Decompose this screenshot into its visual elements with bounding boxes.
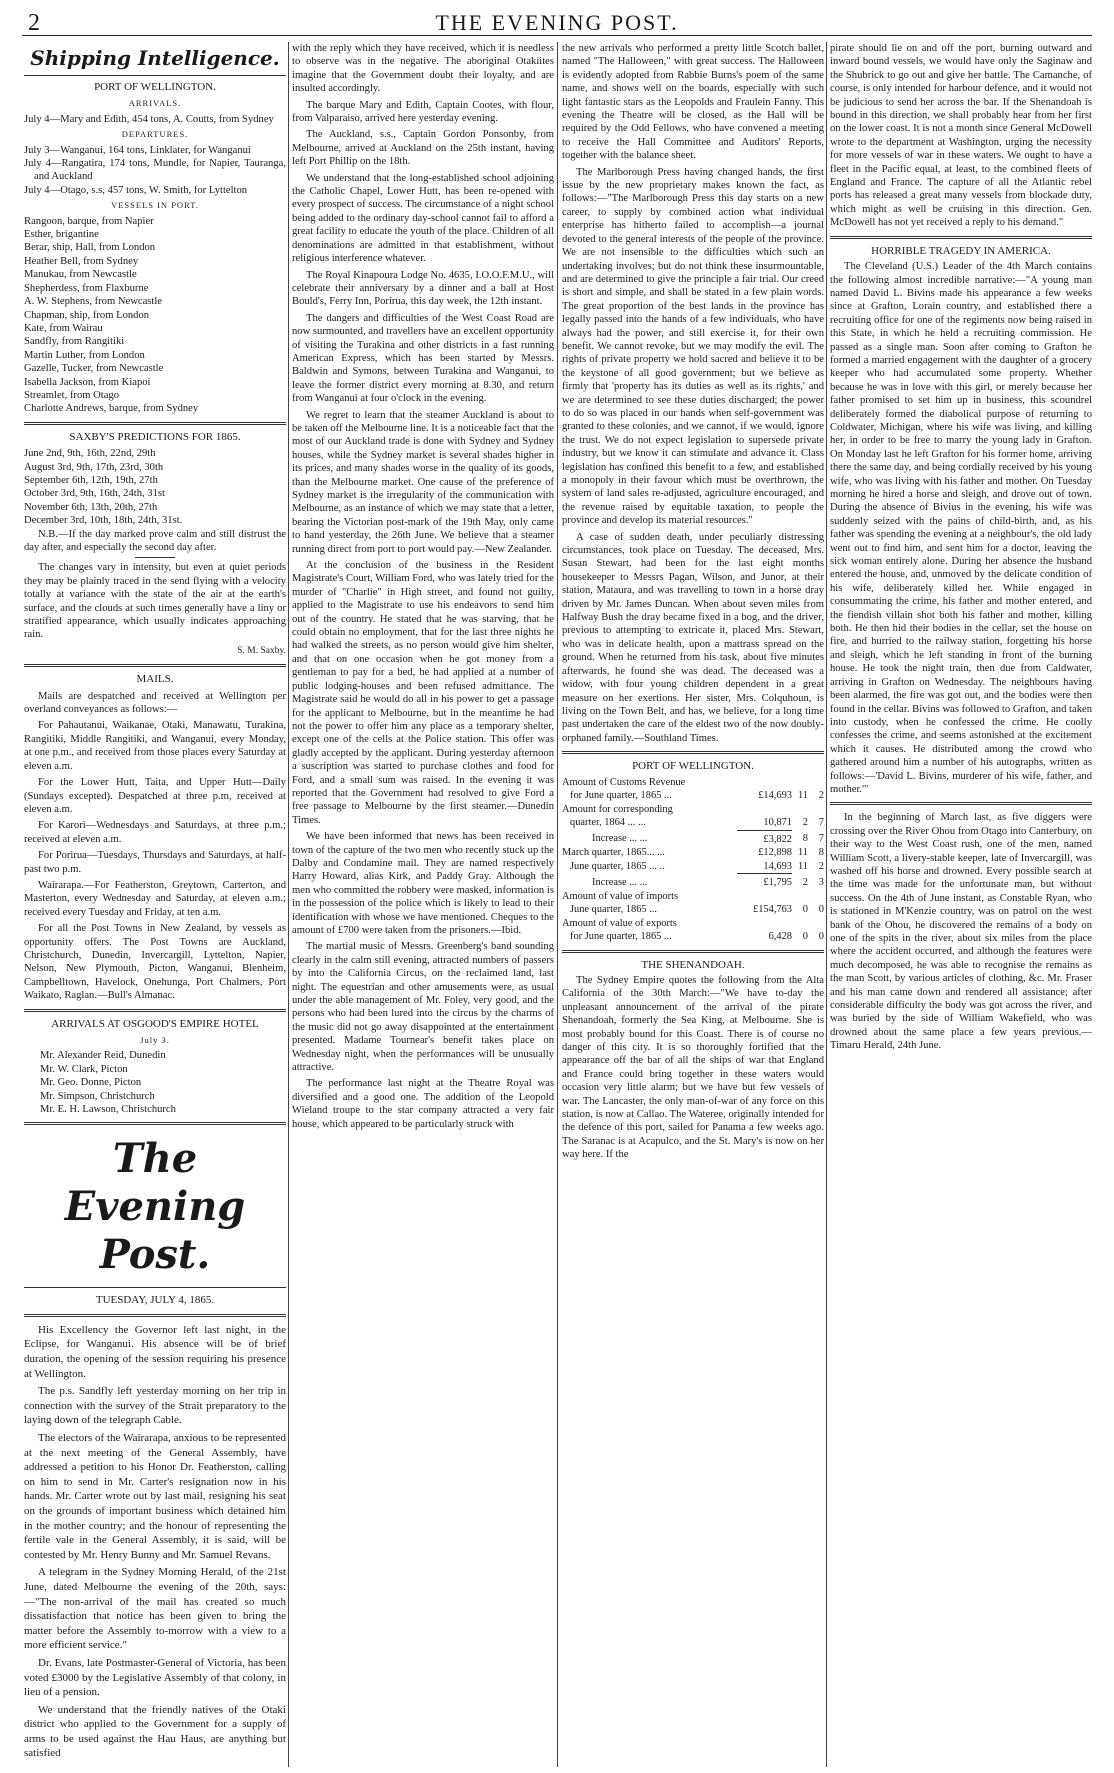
vessel-entry: Manukau, from Newcastle xyxy=(24,269,137,281)
revenue-cell-d xyxy=(808,776,824,790)
hotel-guest: Mr. W. Clark, Picton xyxy=(40,1063,128,1075)
hotel-arrivals-date: July 3. xyxy=(140,1035,170,1045)
divider xyxy=(24,1314,286,1317)
revenue-cell-label: Amount of value of exports xyxy=(562,917,677,929)
article-paragraph: The Marlborough Press having changed hands, the first issue by the new proprietary makes known the fact, as follows:—"The Marlborough Press this day starts on a new career, to supply by combined action what individual enterprise has hitherto failed to accomplish—a journal devoted to the general interests of the people of the province. We are not insensible to the difficulties which such an undertaking involves; but do not think these insurmountable, and are determined to give the principle a fair trial. Our creed is short and simple, and shall be stated in a few plain words. The great proportion of the best lands in the province has legally passed into the hands of a few individuals, who have always had the power, and still exercise it, for their own benefit. We cannot revoke, but we may modify the evil. The rights of private property we hold sacred and believe it to be the keystone of all good government; but we believe as firmly that 'property has its duties as well as its rights,' and we are determined to see these duties discharged; the power to do so was placed in our hands when self-government was granted to these colonies, and we cannot, if we would, ignore the trust. We do not expect legislation to supersede private industry, but we know it can stimulate and advance it. Class legislation has confined this benefit to a few, and established a monopoly in their favour which must be overthrown, the system of land sales re-adjusted, agriculture encouraged, and the revenue raised by equitable taxation, to people the province and develop its material resources." xyxy=(562,166,824,527)
shenandoah-title: THE SHENANDOAH. xyxy=(641,958,745,971)
revenue-cell-amount: 6,428 xyxy=(768,931,792,943)
vessel-entry: Isabella Jackson, from Kiapoi xyxy=(24,376,151,388)
revenue-cell-amount: £3,822 xyxy=(737,830,792,846)
vessel-entry: Berar, ship, Hall, from London xyxy=(24,242,156,254)
hotel-guest: Mr. Geo. Donne, Picton xyxy=(40,1077,142,1089)
revenue-title: PORT OF WELLINGTON. xyxy=(632,760,754,773)
revenue-cell-d: 2 xyxy=(818,860,824,872)
revenue-cell-d: 3 xyxy=(818,876,824,888)
revenue-row xyxy=(562,789,824,803)
article-paragraph: The Royal Kinapoura Lodge No. 4635, I.O.O.F.M.U., will celebrate their anniversary by a dinner and a ball at Host Bould's, Ferry Inn, Porirua, this day week, the 12th instant. xyxy=(292,269,554,308)
arrivals-label: ARRIVALS. xyxy=(128,98,182,109)
revenue-cell-label: June quarter, 1865 ... xyxy=(570,904,658,916)
revenue-cell-amount xyxy=(737,917,792,931)
article-paragraph: The Cleveland (U.S.) Leader of the 4th March contains the following almost incredible narrative:—"A young man named David L. Bivins made his appearance a few weeks since at Grafton, Lorain country, and established there a recruiting office for one of the regiments now being raised in this State, in which he held a recruiting commission. He passed as a single man. Soon after coming to Grafton he formed a married engagement with the daughter of a grocery keeper who had accumulated some property. Whether because he was in love with this girl, or merely because her father promised to set him up in business, this scoundrel deliberately formed the diabolical purpose of returning to Coldwater, Michigan, where his wife was living, and killing her, in order to be free to marry the young lady in Grafton. On Monday last he left Grafton for his former home, arriving there the same day, and being cordially received by his young wife, who was living with his father and mother. On Tuesday morning he hired a horse and sleigh, and drove out of town. During the absence of Bivius in the evening, his wife was suddenly seized with the pains of child-birth, and, as his father was spending the evening at a neighbour's, the old lady went out to find him, and sent him for a doctor, leaving the sick woman entirely alone. During her absence the husband entered the house, and, unmoved by the delicate condition of his wife, deliberately killed her. While engaged in consummating the crime, his father and mother entered, and the fiendish villain shot both his father and mother, killing both. He then hid their bodies in the cellar, set the house on fire, and hurried to the railway station, forgetting his horse and sleigh, which he left standing in front of the burning house. He took the night train, then due from Caldwater, arriving in Grafton on Wednesday. The neighbours having been alarmed, the fire was got out, and the bodies were then found in the cellar. Bivins was followed to Grafton, and taken into custody, when he confessed the crime. He coolly confesses the crime, and seems astonished at the excitement which it causes. He distributed among the crowd who gathered around him a number of his autographs, written as follows:—'David L. Bivins, murderer of his wife, father, and mother.'" xyxy=(830,261,1092,795)
saxby-nb: N.B.—If the day marked prove calm and still distrust the day after, and especially the second day after. xyxy=(24,528,286,553)
revenue-cell-s: 0 xyxy=(802,904,808,916)
vessel-entry: Esther, brigantine xyxy=(24,229,99,241)
revenue-cell-label: for June quarter, 1865 ... xyxy=(570,931,672,943)
hotel-guest: Mr. E. H. Lawson, Christchurch xyxy=(40,1104,176,1116)
vessel-entry: Kate, from Wairau xyxy=(24,322,103,334)
revenue-row xyxy=(562,776,824,790)
saxby-line: September 6th, 12th, 19th, 27th xyxy=(24,474,158,486)
revenue-cell-amount: £154,763 xyxy=(753,904,792,916)
revenue-cell-s: 0 xyxy=(802,931,808,943)
article-paragraph: The barque Mary and Edith, Captain Cootes, with flour, from Valparaiso, arrived here yesterday evening. xyxy=(292,99,554,125)
mails-title: MAILS. xyxy=(136,673,174,686)
mails-paragraph: Wairarapa.—For Featherston, Greytown, Carterton, and Masterton, every Wednesday and Saturday, at eleven a.m.; received every Tuesday and Friday, at ten a.m. xyxy=(24,879,286,918)
saxby-line: June 2nd, 9th, 16th, 22nd, 29th xyxy=(24,448,156,460)
article-paragraph: We understand that the long-established school adjoining the Catholic Chapel, Lower Hutt, has been re-opened with every prospect of success. The circumstance of a night school being added to the ordinary day-school cannot fail to afford a great facility to educate the youth of the place. Children of all denominations are admitted in that establishment, without religious interference whatever. xyxy=(292,172,554,265)
column-divider xyxy=(557,42,558,1767)
saxby-line: November 6th, 13th, 20th, 27th xyxy=(24,501,158,513)
revenue-row xyxy=(562,803,824,817)
column-divider xyxy=(826,42,827,1767)
revenue-table xyxy=(562,776,824,944)
revenue-row xyxy=(562,860,824,874)
divider xyxy=(562,751,824,754)
article-paragraph: We have been informed that news has been received in town of the capture of the two men who recently stuck up the Dalby and Condamine mail. They are named respectively Harry Howard, alias Kirk, and Paddy Gray. Although the men who committed the robbery were masked, information is in the possession of the police which is likely to lead to their identification with whose we have mentioned. Cheques to the amount of £700 were taken from the prisoners.—Ibid. xyxy=(292,831,554,936)
vessel-entry: Chapman, ship, from London xyxy=(24,309,150,321)
revenue-cell-s: 8 xyxy=(802,833,808,845)
revenue-cell-d: 7 xyxy=(818,833,824,845)
revenue-cell-amount: £12,898 xyxy=(758,847,792,859)
divider xyxy=(24,664,286,667)
revenue-cell-label: March quarter, 1865... ... xyxy=(562,847,665,859)
mails-paragraph: Mails are despatched and received at Wellington per overland conveyances as follows:— xyxy=(24,690,286,716)
revenue-cell-amount: £1,795 xyxy=(737,874,792,890)
divider xyxy=(24,1122,286,1125)
revenue-cell-d: 8 xyxy=(818,847,824,859)
column-1 xyxy=(24,42,286,1764)
departures-label: DEPARTURES. xyxy=(121,129,189,140)
article-paragraph: the new arrivals who performed a pretty little Scotch ballet, named "The Halloween," with great success. The Halloween is evidently adopted from Rabbie Burns's poem of the same name, and shows well on the boards, especially with such light fantastic stars as the Leopolds and Fraulein Fanny. This evening the Theatre will be closed, as the Hall will be required by the Odd Fellows, who have convened a meeting to receive the Hall Committee and Auditors' Reports, together with the balance sheet. xyxy=(562,43,824,162)
revenue-row xyxy=(562,930,824,944)
revenue-cell-d xyxy=(808,917,824,931)
article-paragraph: The performance last night at the Theatre Royal was diversified and a good one. The addition of the Leopold Wieland troupe to the star company attracted a very fair house, which appeared to be particularly struck with xyxy=(292,1078,554,1130)
article-paragraph: A telegram in the Sydney Morning Herald, of the 21st June, dated Melbourne the evening of the 20th, says:—"The non-arrival of the mail has created so much dissatisfaction that notice has been given to bring the matter before the Assembly to-morrow with a view to a more efficient service." xyxy=(24,1566,286,1652)
vessel-entry: Shepherdess, from Flaxburne xyxy=(24,282,149,294)
vessel-entry: Heather Bell, from Sydney xyxy=(24,255,139,267)
article-paragraph: pirate should lie on and off the port, burning outward and inward bound vessels, we would have only the Saginaw and the Shubrick to go out and give her battle. The Camanche, of course, is only intended for harbour defence, and it would not be judicious to send her across the bar. If the Shenandoah is bound in this direction, we shall probably hear from her first on the lower coast. It is not a month since General McDowell wrote to the department at Washington, urging the necessity for more vessels of war in these waters. We ought to have a fleet in the Pacific equal, at least, to the combined fleets of England and France. The capture of all the Atlantic rebel ports has released a great many vessels from blockade duty, which might as well be cruising in this direction. Gen. McDowell has not yet received a reply to his demand." xyxy=(830,43,1092,229)
newspaper-title: THE EVENING POST. xyxy=(435,10,679,35)
revenue-cell-label: Increase ... ... xyxy=(592,833,648,845)
revenue-row xyxy=(562,816,824,830)
article-paragraph: In the beginning of March last, as five diggers were crossing over the River Ohou from Otago into Canterbury, on their way to the West Coast rush, one of the men, named William Scott, a livery-stable keeper, late of Invercargill, was washed off his horse and drowned. Every possible search at the time was made for the unfortunate man, but without success. On the 4th of June instant, as Constable Ryan, who is stationed in M'Kenzie country, was on patrol on the west bank of the Ohou, he discovered the remains of a body on one of the spits in the river, about six miles from the place where the accident occurred, and although the features were much decomposed, he was able to recognise the remains as the man Scott, by various articles of clothing, &c. Mr. Fraser and his man came down and rendered all assistance; after considerable difficulty the body was got across the river, and was buried by the side of William Wakefield, who was drowned about the same place a few years previous.—Timaru Herald, 24th June. xyxy=(830,812,1092,1052)
hotel-guest: Mr. Alexander Reid, Dunedin xyxy=(40,1050,166,1062)
revenue-cell-label: Amount for corresponding xyxy=(562,803,673,815)
revenue-cell-amount xyxy=(737,803,792,817)
revenue-cell-d xyxy=(808,803,824,817)
article-paragraph: The dangers and difficulties of the West Coast Road are now surmounted, and travellers have an excellent opportunity of visiting the Turakina and other districts in a fast running American Express, which has been started by Messrs. Baldwin and Symons, between Turakina and Wanganui, to leave the former district every morning at 8.30, and return from Wanganui at four o'clock in the evening. xyxy=(292,312,554,405)
vessel-entry: Rangoon, barque, from Napier xyxy=(24,215,154,227)
saxby-title: SAXBY'S PREDICTIONS FOR 1865. xyxy=(69,430,241,443)
departure-entry: July 3—Wanganui, 164 tons, Linklater, for Wanganui xyxy=(24,144,251,156)
article-paragraph: The p.s. Sandfly left yesterday morning on her trip in connection with the survey of the Strait preparatory to the laying down of the telegraph Cable. xyxy=(24,1385,286,1427)
revenue-cell-amount xyxy=(737,776,792,790)
article-paragraph: We understand that the friendly natives of the Otaki district who applied to the Government for a supply of arms to be used against the Hau Haus, are anything but satisfied xyxy=(24,1703,286,1760)
article-paragraph: Dr. Evans, late Postmaster-General of Victoria, has been voted £3000 by the Legislative Assembly of that colony, in lieu of a pension. xyxy=(24,1656,286,1699)
revenue-cell-s: 11 xyxy=(797,860,808,872)
port-title: PORT OF WELLINGTON. xyxy=(94,81,216,93)
revenue-cell-s: 11 xyxy=(797,790,808,802)
revenue-cell-label: June quarter, 1865 ... .. xyxy=(570,860,665,872)
divider xyxy=(24,1009,286,1012)
column-3 xyxy=(562,42,824,1165)
revenue-row xyxy=(562,890,824,904)
revenue-row xyxy=(562,874,824,890)
article-paragraph: At the conclusion of the business in the Resident Magistrate's Court, William Ford, who was lately tried for the murder of "Charlie" in High street, and found not guilty, applied to the Magistrate to use his endeavors to send him out of the country. He stated that he was starving, that he could obtain no employment, that for the last three nights he had walked the streets, as no person would give him shelter, and that on one occasion when he got money from a gentleman to pay for a bed, he had applied at a number of public lodging-houses and been refused admittance. The Magistrate said he would do all in his power to get a passage for the applicant to Melbourne, but in the meantime he had not the power to offer him any place as a temporary shelter, except one of the cells at the Police station. This offer was gladly accepted by the applicant. During yesterday afternoon a suscription was started to purchase clothes and food for Ford, and a small sum was raised. In the evening it was reported that the Government had resolved to give Ford a free passage to Melbourne by the first steamer.—Dunedin Times. xyxy=(292,560,554,826)
divider xyxy=(830,236,1092,239)
divider xyxy=(24,75,286,76)
revenue-row xyxy=(562,903,824,917)
revenue-cell-amount xyxy=(737,890,792,904)
shipping-heading: Shipping Intelligence. xyxy=(30,46,280,70)
vessel-entry: Gazelle, Tucker, from Newcastle xyxy=(24,363,164,375)
divider xyxy=(24,422,286,425)
article-paragraph: We regret to learn that the steamer Auckland is about to be taken off the Melbourne line. It is a noticeable fact that the most of our Auckland trade is done with Sydney and Sydney houses, while the Sydney market is several shades higher in its prices, and many shades worse in the quality of its goods, than the Melbourne market. One cause of the preference of Sydney market is the irregularity of the communication with Melbourne, as an instance of which we may state that a letter, bearing the Victorian post-mark of the 19th May, only came to hand yesterday, the 26th June. We believe that a steamer running direct from port to port would pay.—New Zealander. xyxy=(292,409,554,555)
revenue-cell-s: 2 xyxy=(802,876,808,888)
article-paragraph: The martial music of Messrs. Greenberg's band sounding clearly in the calm still evening, attracted numbers of passers by into the California Circus, on the reclaimed land, last night. The equestrian and other amusements were, as usual under the able management of Mr. Foley, very good, and the persons who had been lured into the circus by the charms of the music did not go away disappointed at the entertainment presented. Madame Tournear's benefit takes place on Wednesday night, when the performances will be unusually attractive. xyxy=(292,941,554,1074)
mails-paragraph: For all the Post Towns in New Zealand, by vessels as opportunity offers. The Post Towns are Auckland, Christchurch, Dunedin, Invercargill, Lyttelton, Napier, Nelson, New Plymouth, Picton, Wanganui, Blenheim, Campbelltown, Havelock, Onehunga, Port Chalmers, Port Waikato, Raglan.—Bull's Almanac. xyxy=(24,923,286,1002)
revenue-cell-d: 7 xyxy=(818,817,824,829)
departure-entry: July 4—Rangatira, 174 tons, Mundle, for Napier, Tauranga, and Auckland xyxy=(24,158,286,183)
hotel-guest: Mr. Simpson, Christchurch xyxy=(40,1090,155,1102)
divider xyxy=(562,950,824,953)
revenue-cell-label: Increase ... ... xyxy=(592,876,648,888)
departure-entry: July 4—Otago, s.s, 457 tons, W. Smith, for Lyttelton xyxy=(24,184,248,196)
article-paragraph: The Sydney Empire quotes the following from the Alta California of the 30th March:—"We have to-day the unpleasant announcement of the arrival of the pirate Shenandoah, formerly the Sea King, at Melbourne. She is most probably bound for this Coast. There is of course no danger of this city. It is so thoroughly fortified that the appearance off the bar of all the ships of war that England and France could bring together in these waters would occasion very little alarm; but we have but few vessels of war. The Lancaster, the only man-of-war of any force on this station, is now at Callao. The Wateree, originally intended for the defence of this port, sailed for Panama a few weeks ago. The Saranac is at Acapulco, and the St. Mary's is now on her way here. If the xyxy=(562,974,824,1161)
revenue-cell-label: quarter, 1864 ... ... xyxy=(570,817,646,829)
vessel-entry: Martin Luther, from London xyxy=(24,349,145,361)
revenue-cell-label: Amount of Customs Revenue xyxy=(562,776,686,788)
revenue-cell-d: 0 xyxy=(818,931,824,943)
revenue-row xyxy=(562,830,824,846)
revenue-cell-d xyxy=(808,890,824,904)
revenue-cell-s xyxy=(792,776,808,790)
arrival-entry: July 4—Mary and Edith, 454 tons, A. Coutts, from Sydney xyxy=(24,113,274,125)
tragedy-title: HORRIBLE TRAGEDY IN AMERICA. xyxy=(871,244,1051,257)
column-4 xyxy=(830,42,1092,1056)
saxby-signature: S. M. Saxby. xyxy=(237,645,286,656)
column-divider xyxy=(288,42,289,1767)
revenue-cell-s: 11 xyxy=(797,847,808,859)
divider xyxy=(135,557,175,558)
article-paragraph: The electors of the Wairarapa, anxious to be represented at the next meeting of the General Assembly, have addressed a petition to his Honor Dr. Featherston, calling on him to send in Mr. Carter's resignation now in his hands. Mr. Carter wrote out by last mail, resigning his seat on the grounds of important business which detained him in the mother country; and the honour of representing the fertile vale in the General Assembly, it is said, will be contested by Mr. Henry Bunny and Mr. Samuel Revans. xyxy=(24,1432,286,1561)
revenue-cell-s xyxy=(792,890,808,904)
masthead xyxy=(22,6,1092,36)
revenue-row xyxy=(562,917,824,931)
divider xyxy=(830,802,1092,805)
article-paragraph: A case of sudden death, under peculiarly distressing circumstances, took place on Tuesday. The deceased, Mrs. Susan Stewart, had been for the last eight months housekeeper to Messrs Pagan, Wilson, and Junor, at their station, Mataura, and was travelling to town in a horse dray driven by Mr. James Duncan. When about seven miles from Halfway Bush the dray became fixed in a bog, and the driver, previous to attempting to extricate it, placed Mrs. Stewart, who was in delicate health, upon a mattrass spread on the ground. When he returned from his task, about five minutes afterwards, he found she was dead. The deceased was a widow, with four young children dependent in a great measure on her exertions. Her sister, Mrs. Colquhoun, is living on the Town Belt, and has, we believe, for a long time past undertaken the care of the eldest two of the now doubly-orphaned family.—Southland Times. xyxy=(562,531,824,744)
mails-paragraph: For Porirua—Tuesdays, Thursdays and Saturdays, at half-past two p.m. xyxy=(24,850,286,875)
hotel-arrivals-title: ARRIVALS AT OSGOOD'S EMPIRE HOTEL xyxy=(51,1017,259,1030)
revenue-cell-d: 2 xyxy=(818,790,824,802)
revenue-cell-amount: 14,693 xyxy=(763,860,792,872)
page-number: 2 xyxy=(28,10,40,36)
revenue-cell-amount: 10,871 xyxy=(763,817,792,829)
revenue-cell-s xyxy=(792,917,808,931)
saxby-line: August 3rd, 9th, 17th, 23rd, 30th xyxy=(24,461,164,473)
revenue-row xyxy=(562,846,824,860)
issue-date: TUESDAY, JULY 4, 1865. xyxy=(95,1294,215,1307)
mails-paragraph: For Pahautanui, Waikanae, Otaki, Manawatu, Turakina, Rangitiki, Middle Rangitiki, and Wanganui, every Monday, at one p.m., and received from those places every Saturday at eleven a.m. xyxy=(24,720,286,772)
paper-nameplate: The Evening Post. xyxy=(64,1135,246,1279)
vessels-label: VESSELS IN PORT. xyxy=(111,200,199,211)
mails-paragraph: For Karori—Wednesdays and Saturdays, at three p.m.; received at eleven a.m. xyxy=(24,820,286,845)
revenue-cell-amount: £14,693 xyxy=(758,790,792,802)
saxby-note: The changes vary in intensity, but even at quiet periods they may be plainly traced in the send flying with a velocity totally at variance with the state of the air at the earth's surface, and the clouds at such times generally have a liny or stratified appearance, which usually indicates approaching rain. xyxy=(24,562,286,641)
vessel-entry: Sandfly, from Rangitiki xyxy=(24,336,125,348)
vessel-entry: Charlotte Andrews, barque, from Sydney xyxy=(24,403,199,415)
saxby-line: October 3rd, 9th, 16th, 24th, 31st xyxy=(24,488,165,500)
revenue-cell-s: 2 xyxy=(802,817,808,829)
mails-paragraph: For the Lower Hutt, Taita, and Upper Hutt—Daily (Sundays excepted). Despatched at three p.m, received at eleven a.m. xyxy=(24,777,286,815)
revenue-cell-d: 0 xyxy=(818,904,824,916)
article-paragraph: The Auckland, s.s., Captain Gordon Ponsonby, from Melbourne, arrived at Auckland on the 25th instant, having left Port Phillip on the 18th. xyxy=(292,129,554,168)
article-paragraph: with the reply which they have received, which it is needless to observe was in the negative. The aboriginal Otakiites imagine that the Government doubt their loyalty, and are insulted accordingly. xyxy=(292,43,554,95)
saxby-line: December 3rd, 10th, 18th, 24th, 31st. xyxy=(24,515,183,527)
revenue-cell-label: Amount of value of imports xyxy=(562,890,679,902)
vessel-entry: A. W. Stephens, from Newcastle xyxy=(24,296,162,308)
column-2 xyxy=(292,42,554,1134)
divider xyxy=(24,1287,286,1288)
revenue-cell-label: for June quarter, 1865 ... xyxy=(570,790,672,802)
revenue-cell-s xyxy=(792,803,808,817)
article-paragraph: His Excellency the Governor left last night, in the Eclipse, for Wanganui. His absence will be of brief duration, the opening of the session requiring his presence at Wellington. xyxy=(24,1323,286,1380)
vessel-entry: Streamlet, from Otago xyxy=(24,389,120,401)
